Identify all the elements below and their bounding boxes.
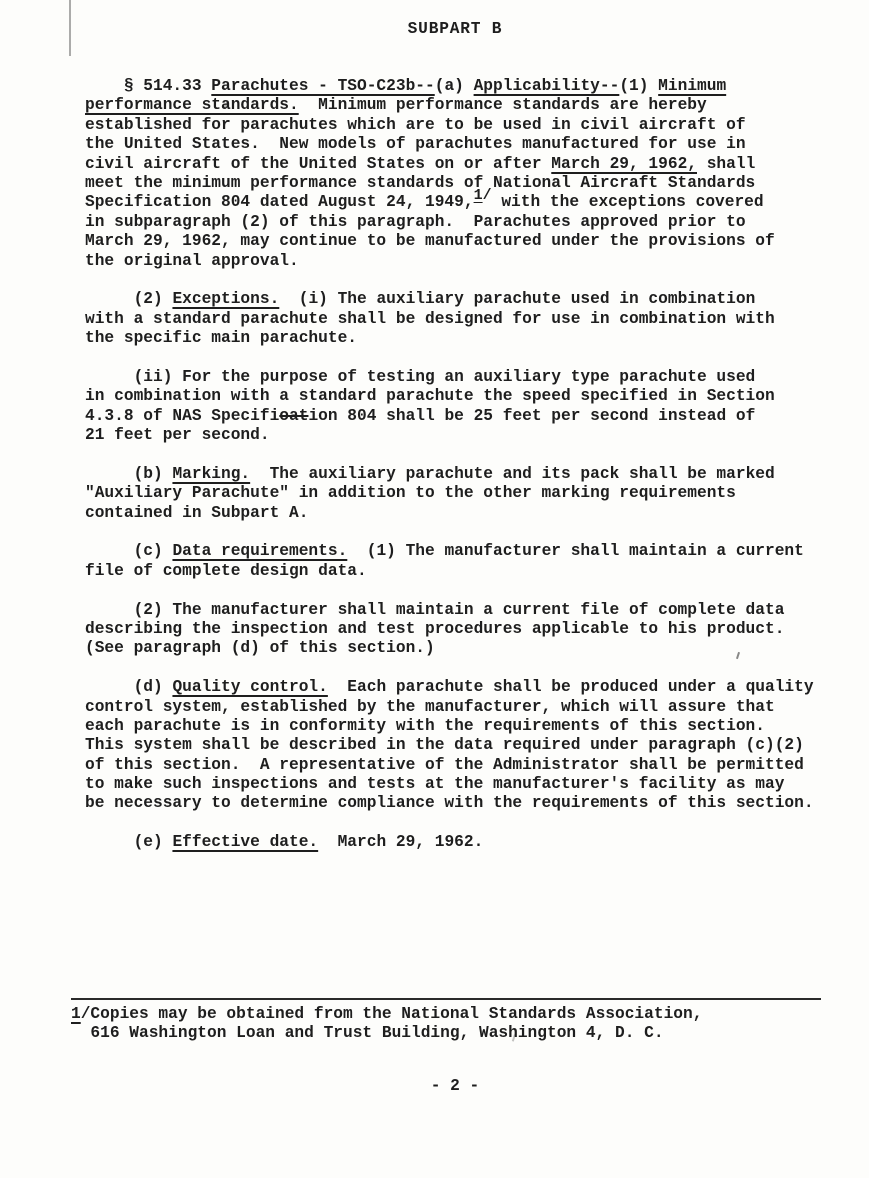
text-run: (1) — [619, 77, 659, 95]
text-line — [85, 368, 855, 387]
text-run: in subparagraph (2) of this paragraph. Parachutes approved prior to — [85, 212, 746, 231]
text-line — [85, 187, 855, 212]
text-run: 21 feet per second. — [85, 426, 270, 445]
text-run: Marking. — [172, 464, 251, 483]
text-run: March 29, 1962. — [318, 833, 484, 852]
text-run: file of complete design data. — [85, 561, 367, 580]
footnote-rule — [71, 998, 821, 1000]
text-run: March 29, 1962, — [551, 154, 697, 173]
text-run: (b) — [85, 464, 173, 483]
text-run: March 29, 1962, may continue to be manufactured under the provisions of — [85, 232, 775, 251]
text-line — [85, 426, 855, 445]
text-run: meet the minimum performance standards of National Aircraft Standards — [85, 173, 756, 192]
text-run: ion 804 shall be 25 feet per second instead of — [308, 406, 756, 425]
text-run: 616 Washington Loan and Trust Building, Washington 4, D. C. — [71, 1024, 664, 1043]
footnote-block — [71, 998, 831, 1044]
text-run: with a standard parachute shall be designed for use in combination with — [85, 309, 775, 328]
paragraph — [85, 678, 855, 814]
text-run: "Auxiliary Parachute" in addition to the other marking requirements — [85, 484, 736, 503]
text-run: The auxiliary parachute and its pack shall be marked — [250, 464, 775, 483]
text-run: the specific main parachute. — [85, 329, 357, 348]
text-run: describing the inspection and test procedures applicable to his product. — [85, 619, 785, 638]
text-run: with the exceptions covered — [491, 193, 764, 212]
text-line — [85, 639, 855, 658]
text-run: (ii) For the purpose of testing an auxiliary type parachute used — [85, 367, 756, 386]
text-run: /Copies may be obtained from the National Standards Association, — [80, 1005, 703, 1023]
text-line — [85, 213, 855, 232]
text-line — [85, 407, 855, 426]
paragraph — [85, 833, 855, 852]
text-line — [85, 620, 855, 639]
text-line — [85, 174, 855, 193]
text-run: control system, established by the manufacturer, which will assure that — [85, 697, 775, 716]
text-line — [85, 155, 855, 174]
text-line — [85, 736, 855, 755]
text-run: Effective date. — [172, 833, 319, 852]
text-run: (e) — [85, 833, 173, 852]
text-run: (2) — [85, 290, 173, 309]
text-run: (d) — [85, 678, 173, 697]
text-run: Applicability-- — [473, 77, 620, 95]
paragraph — [85, 601, 855, 659]
footnote-text — [71, 1005, 831, 1044]
text-run: 1 — [473, 187, 483, 205]
text-run: civil aircraft of the United States on or after — [85, 154, 552, 173]
text-line — [71, 1005, 831, 1024]
text-line — [85, 77, 855, 96]
text-run: Specification 804 dated August 24, 1949, — [85, 193, 474, 212]
text-run: performance standards. — [85, 96, 299, 115]
scan-artifact-line — [69, 0, 71, 56]
text-run: Quality control. — [172, 678, 328, 697]
text-line — [71, 1024, 831, 1043]
text-line — [85, 290, 855, 309]
text-run: § 514.33 — [85, 77, 212, 95]
text-run: Minimum — [658, 77, 727, 95]
paragraph — [85, 77, 855, 271]
text-run: / — [482, 187, 492, 205]
text-line — [85, 135, 855, 154]
text-line — [85, 756, 855, 775]
paragraph — [85, 368, 855, 446]
text-line — [85, 542, 855, 561]
text-line — [85, 601, 855, 620]
text-line — [85, 252, 855, 271]
text-run: (1) The manufacturer shall maintain a current — [347, 542, 804, 561]
text-line — [85, 698, 855, 717]
text-run: Each parachute shall be produced under a quality — [327, 678, 814, 697]
document-body — [85, 77, 855, 872]
page-heading: SUBPART B — [407, 20, 503, 38]
text-run: the United States. New models of parachutes manufactured for use in — [85, 135, 746, 154]
text-run: shall — [697, 154, 756, 173]
text-line — [85, 794, 855, 813]
text-line — [85, 232, 855, 251]
text-run: of this section. A representative of the Administrator shall be permitted — [85, 755, 804, 774]
paragraph — [85, 542, 855, 581]
text-run: (c) — [85, 542, 173, 561]
text-run: (a) — [434, 77, 474, 95]
text-line — [85, 833, 855, 852]
text-run: (i) The auxiliary parachute used in combination — [279, 290, 756, 309]
text-run: the original approval. — [85, 251, 299, 270]
text-run: Parachutes - TSO-C23b-- — [211, 77, 435, 95]
text-line — [85, 678, 855, 697]
text-line — [85, 562, 855, 581]
page-number: - 2 - — [430, 1077, 480, 1095]
text-run: (See paragraph (d) of this section.) — [85, 639, 435, 658]
text-line — [85, 116, 855, 135]
text-line — [85, 310, 855, 329]
text-line — [85, 775, 855, 794]
text-run: Minimum performance standards are hereby — [298, 96, 707, 115]
text-run: This system shall be described in the data required under paragraph (c)(2) — [85, 736, 804, 755]
text-run: Data requirements. — [172, 542, 348, 561]
text-line — [85, 717, 855, 736]
text-line — [85, 96, 855, 115]
text-run: established for parachutes which are to be used in civil aircraft of — [85, 115, 746, 134]
text-run: (2) The manufacturer shall maintain a current file of complete data — [85, 600, 785, 619]
paragraph — [85, 290, 855, 348]
text-line — [85, 504, 855, 523]
text-run: 1 — [71, 1005, 81, 1023]
paragraph — [85, 465, 855, 523]
text-line — [85, 387, 855, 406]
text-line — [85, 329, 855, 348]
text-line — [85, 465, 855, 484]
text-run: contained in Subpart A. — [85, 503, 309, 522]
text-run: each parachute is in conformity with the requirements of this section. — [85, 716, 765, 735]
text-run: be necessary to determine compliance with the requirements of this section. — [85, 794, 814, 813]
text-run: 4.3.8 of NAS Specifi — [85, 406, 280, 425]
text-run: Exceptions. — [172, 290, 280, 309]
text-line — [85, 484, 855, 503]
text-run: oat — [279, 406, 309, 425]
text-run: to make such inspections and tests at the manufacturer's facility as may — [85, 775, 785, 794]
text-run: in combination with a standard parachute the speed specified in Section — [85, 387, 775, 406]
